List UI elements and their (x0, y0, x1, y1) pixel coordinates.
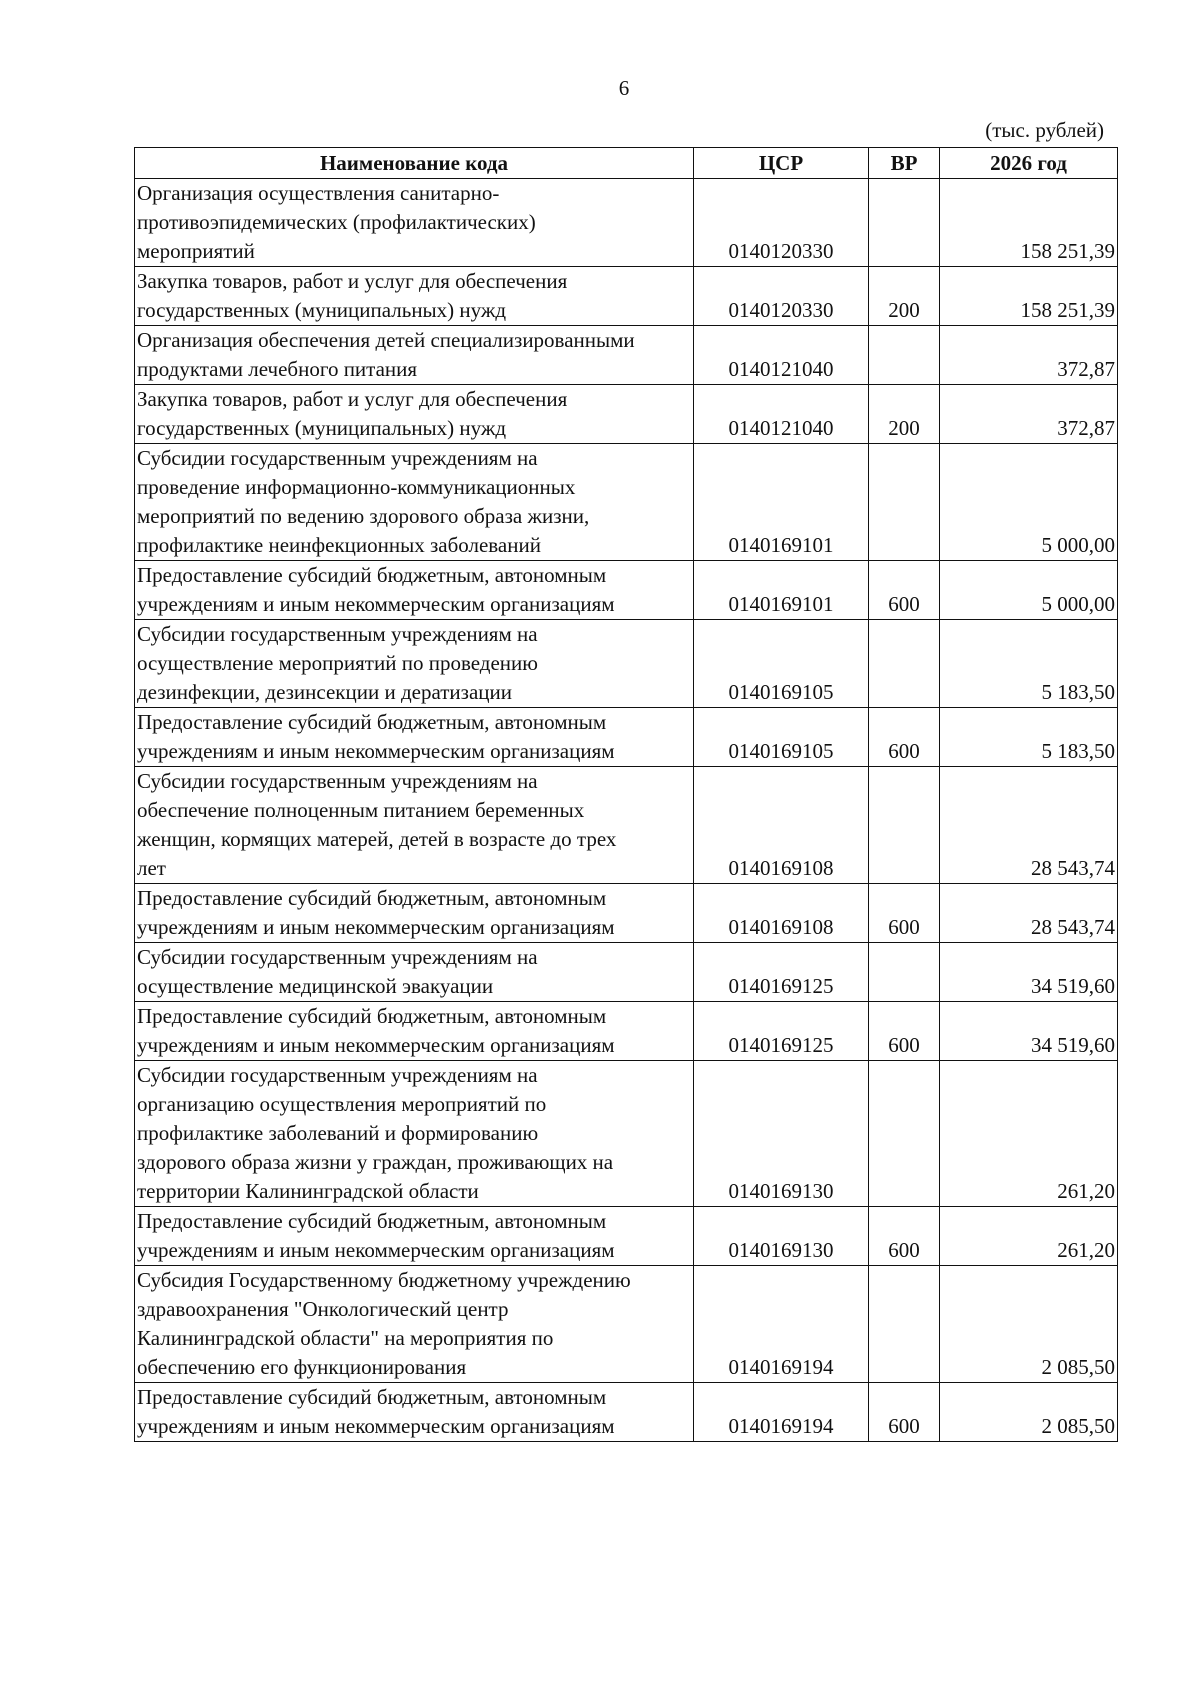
table-header (135, 148, 1118, 179)
cell-csr: 0140169130 (694, 1207, 869, 1266)
table-row (135, 708, 1118, 767)
code-name-line: обеспечение полноценным питанием беременных (137, 798, 585, 822)
code-name-line: Закупка товаров, работ и услуг для обеспечения (137, 269, 568, 293)
cell-vr (869, 444, 940, 561)
code-name-line: государственных (муниципальных) нужд (137, 416, 507, 440)
cell-code-name (135, 1266, 694, 1383)
cell-csr: 0140121040 (694, 385, 869, 444)
cell-vr: 600 (869, 1207, 940, 1266)
code-name-line: Субсидии государственным учреждениям на (137, 446, 538, 470)
budget-table (134, 147, 1118, 1442)
table-row (135, 444, 1118, 561)
cell-sum-2026: 34 519,60 (940, 943, 1118, 1002)
cell-vr (869, 620, 940, 708)
code-name-line: здравоохранения "Онкологический центр (137, 1297, 509, 1321)
table-row (135, 1383, 1118, 1442)
code-name-line: Калининградской области" на мероприятия по (137, 1326, 554, 1350)
cell-code-name (135, 1383, 694, 1442)
cell-sum-2026: 261,20 (940, 1207, 1118, 1266)
cell-vr (869, 1266, 940, 1383)
code-name-line: Организация обеспечения детей специализированными (137, 328, 635, 352)
header-name: Наименование кода (135, 148, 694, 179)
cell-code-name (135, 708, 694, 767)
cell-csr: 0140169125 (694, 943, 869, 1002)
code-name-line: Субсидии государственным учреждениям на (137, 1063, 538, 1087)
code-name-line: мероприятий по ведению здорового образа жизни, (137, 504, 590, 528)
cell-sum-2026: 261,20 (940, 1061, 1118, 1207)
cell-code-name (135, 444, 694, 561)
code-name-line: Субсидии государственным учреждениям на (137, 945, 538, 969)
code-name-line: Предоставление субсидий бюджетным, автономным (137, 1385, 607, 1409)
cell-code-name (135, 884, 694, 943)
cell-code-name (135, 943, 694, 1002)
cell-vr: 600 (869, 884, 940, 943)
table-row (135, 1207, 1118, 1266)
code-name-line: Субсидии государственным учреждениям на (137, 769, 538, 793)
code-name-line: территории Калининградской области (137, 1179, 479, 1203)
cell-code-name (135, 561, 694, 620)
cell-sum-2026: 5 000,00 (940, 444, 1118, 561)
units-label: (тыс. рублей) (985, 118, 1104, 142)
code-name-line: здорового образа жизни у граждан, проживающих на (137, 1150, 614, 1174)
cell-sum-2026: 5 000,00 (940, 561, 1118, 620)
code-name-line: продуктами лечебного питания (137, 357, 418, 381)
code-name-line: государственных (муниципальных) нужд (137, 298, 507, 322)
cell-csr: 0140169194 (694, 1383, 869, 1442)
code-name-line: проведение информационно-коммуникационных (137, 475, 576, 499)
cell-sum-2026: 5 183,50 (940, 620, 1118, 708)
code-name-line: учреждениям и иным некоммерческим организациям (137, 1238, 615, 1262)
code-name-line: женщин, кормящих матерей, детей в возрасте до трех (137, 827, 617, 851)
cell-vr: 600 (869, 1002, 940, 1061)
cell-csr: 0140169108 (694, 884, 869, 943)
table-body (135, 179, 1118, 1442)
cell-csr: 0140169101 (694, 444, 869, 561)
code-name-line: дезинфекции, дезинсекции и дератизации (137, 680, 512, 704)
code-name-line: мероприятий (137, 239, 255, 263)
code-name-line: учреждениям и иным некоммерческим организациям (137, 1414, 615, 1438)
cell-code-name (135, 1002, 694, 1061)
cell-sum-2026: 372,87 (940, 385, 1118, 444)
code-name-line: Субсидии государственным учреждениям на (137, 622, 538, 646)
code-name-line: учреждениям и иным некоммерческим организациям (137, 739, 615, 763)
table-row (135, 385, 1118, 444)
cell-code-name (135, 179, 694, 267)
code-name-line: обеспечению его функционирования (137, 1355, 467, 1379)
header-row (135, 148, 1118, 179)
table-row (135, 561, 1118, 620)
code-name-line: осуществление мероприятий по проведению (137, 651, 538, 675)
cell-vr: 600 (869, 561, 940, 620)
header-year: 2026 год (940, 148, 1118, 179)
cell-csr: 0140169108 (694, 767, 869, 884)
table-row (135, 267, 1118, 326)
code-name-line: учреждениям и иным некоммерческим организациям (137, 592, 615, 616)
cell-vr: 200 (869, 385, 940, 444)
cell-sum-2026: 28 543,74 (940, 767, 1118, 884)
code-name-line: Предоставление субсидий бюджетным, автономным (137, 710, 607, 734)
cell-vr: 600 (869, 708, 940, 767)
code-name-line: лет (137, 856, 166, 880)
table-row (135, 1061, 1118, 1207)
cell-code-name (135, 267, 694, 326)
code-name-line: учреждениям и иным некоммерческим организациям (137, 1033, 615, 1057)
cell-code-name (135, 326, 694, 385)
cell-sum-2026: 2 085,50 (940, 1383, 1118, 1442)
table-row (135, 943, 1118, 1002)
cell-csr: 0140169101 (694, 561, 869, 620)
cell-vr (869, 767, 940, 884)
header-vr: ВР (869, 148, 940, 179)
code-name-line: организацию осуществления мероприятий по (137, 1092, 547, 1116)
cell-vr: 600 (869, 1383, 940, 1442)
cell-sum-2026: 34 519,60 (940, 1002, 1118, 1061)
cell-csr: 0140169130 (694, 1061, 869, 1207)
header-csr: ЦСР (694, 148, 869, 179)
code-name-line: Предоставление субсидий бюджетным, автономным (137, 563, 607, 587)
code-name-line: Предоставление субсидий бюджетным, автономным (137, 1004, 607, 1028)
code-name-line: осуществление медицинской эвакуации (137, 974, 494, 998)
cell-csr: 0140169194 (694, 1266, 869, 1383)
table-row (135, 767, 1118, 884)
code-name-line: противоэпидемических (профилактических) (137, 210, 536, 234)
table-row (135, 620, 1118, 708)
cell-code-name (135, 620, 694, 708)
table-row (135, 884, 1118, 943)
cell-vr (869, 943, 940, 1002)
code-name-line: Предоставление субсидий бюджетным, автономным (137, 886, 607, 910)
code-name-line: Организация осуществления санитарно- (137, 181, 500, 205)
cell-vr (869, 179, 940, 267)
cell-vr (869, 1061, 940, 1207)
code-name-line: профилактике заболеваний и формированию (137, 1121, 539, 1145)
page-number: 6 (618, 76, 630, 100)
table-row (135, 1266, 1118, 1383)
cell-code-name (135, 767, 694, 884)
cell-code-name (135, 1061, 694, 1207)
code-name-line: Субсидия Государственному бюджетному учреждению (137, 1268, 631, 1292)
cell-csr: 0140120330 (694, 267, 869, 326)
cell-csr: 0140169105 (694, 620, 869, 708)
cell-sum-2026: 28 543,74 (940, 884, 1118, 943)
table-row (135, 179, 1118, 267)
code-name-line: Предоставление субсидий бюджетным, автономным (137, 1209, 607, 1233)
cell-vr (869, 326, 940, 385)
cell-csr: 0140121040 (694, 326, 869, 385)
table-row (135, 1002, 1118, 1061)
cell-csr: 0140169125 (694, 1002, 869, 1061)
cell-csr: 0140169105 (694, 708, 869, 767)
cell-csr: 0140120330 (694, 179, 869, 267)
cell-sum-2026: 158 251,39 (940, 179, 1118, 267)
cell-sum-2026: 372,87 (940, 326, 1118, 385)
cell-sum-2026: 5 183,50 (940, 708, 1118, 767)
code-name-line: учреждениям и иным некоммерческим организациям (137, 915, 615, 939)
cell-vr: 200 (869, 267, 940, 326)
code-name-line: Закупка товаров, работ и услуг для обеспечения (137, 387, 568, 411)
cell-sum-2026: 2 085,50 (940, 1266, 1118, 1383)
code-name-line: профилактике неинфекционных заболеваний (137, 533, 541, 557)
cell-sum-2026: 158 251,39 (940, 267, 1118, 326)
cell-code-name (135, 385, 694, 444)
table-row (135, 326, 1118, 385)
cell-code-name (135, 1207, 694, 1266)
